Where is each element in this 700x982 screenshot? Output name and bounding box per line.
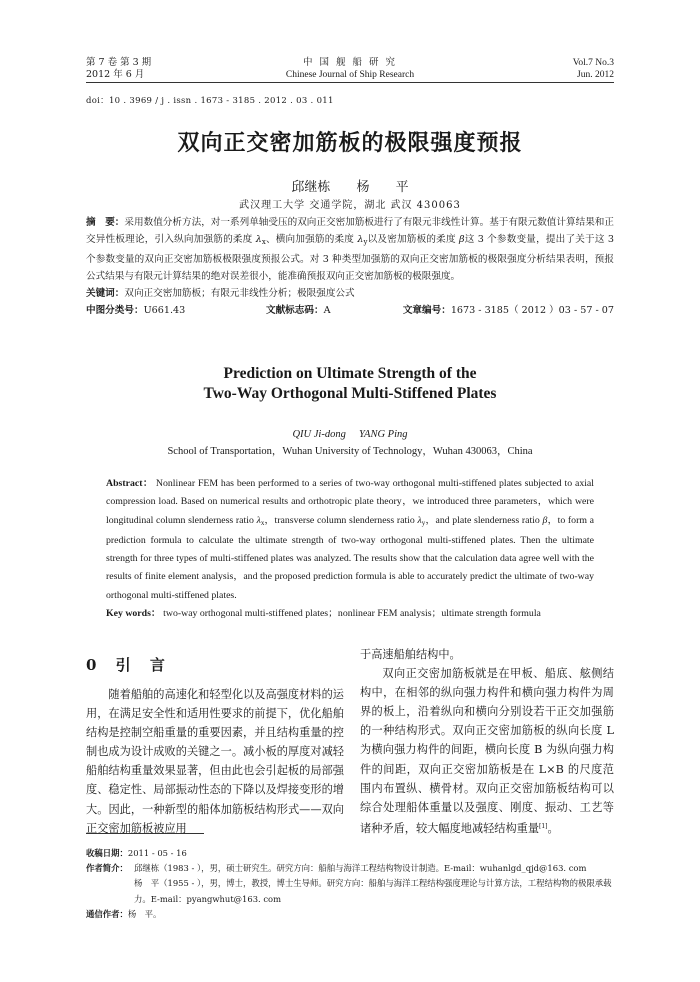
abstract-en: Abstract： Nonlinear FEM has been performed to a series of two-way orthogonal multi-stiffened plates subjected to axial compression load. Based on numerical results and orthotropic plate theory，we introduced three parameters，which were longitudinal column slenderness ratio $\lambda_x$，transverse column slenderness ratio $\lambda_y$，and plate slenderness ratio β，to form a prediction formula to calculate the ultimate strength of two-way orthogonal multi-stiffened plates. Then the ultimate strength for three types of multi-stiffened plates was analyzed. The results show that the calculation data agree well with the results of finite element analysis，and the proposed prediction formula is able to accurately predict the ultimate of two-way orthogonal multi-stiffened plates. Key words： two-way orthogonal multi-stiffened plates；nonlinear FEM analysis；ultimate strength formula [106, 475, 594, 623]
authors-en: QIU Ji-dong YANG Ping [292, 429, 408, 440]
header-vol-no: Vol.7 No.3 [572, 58, 614, 68]
classification-row: 中图分类号：U661.43 文献标志码：A 文章编号：1673 - 3185（ 2012 ）03 - 57 - 07 [86, 305, 614, 316]
abstract-zh: 摘 要：采用数值分析方法，对一系列单轴受压的双向正交密加筋板进行了有限元非线性计算。基于有限元数值计算结果和正交异性板理论，引入纵向加强筋的柔度 $\lambda_x$、横向加强筋的柔度 $\lambda_y$以及密加筋板的柔度 β这 3 个参数变量，提出了关于这 3 个参数变量的双向正交密加筋板极限强度预报公式。对 3 种类型加强筋的双向正交密加筋板的极限强度分析结果表明，预报公式结果与有限元计算结果的绝对误差很小，能准确预报双向正交密加筋板的极限强度。 关键词：双向正交密加筋板；有限元非线性分析；极限强度公式 中图分类号：U661.43 文献标志码：A 文章编号：1673 - 3185（ 2012 ）03 - 57 - 07 [86, 214, 614, 319]
header-month: Jun. 2012 [577, 70, 614, 80]
keywords-zh: 关键词：双向正交密加筋板；有限元非线性分析；极限强度公式 [86, 288, 355, 299]
body-left-column [86, 685, 344, 838]
header-date: 2012 年 6 月 [86, 69, 145, 80]
affiliation-en: School of Transportation，Wuhan University of Technology，Wuhan 430063，China [167, 446, 533, 457]
keywords-en: Key words： two-way orthogonal multi-stiffened plates；nonlinear FEM analysis；ultimate strength formula [106, 608, 541, 620]
header-rule [86, 82, 614, 83]
paragraph: 双向正交密加筋板就是在甲板、船底、舷侧结构中，在相邻的纵向强力构件和横向强力构件为周界的板上，沿着纵向和横向分别设若干正交加强筋的一种结构形式。双向正交密加筋板的纵向长度 L 为横向强力构件的间距，横向长度 B 为纵向强力构件的间距，双向正交密加筋板是在 L×B 的尺度范围内布置纵、横骨材。双向正交密加筋板结构可以综合处理船体重量以及强度、刚度、振动、工艺等诸种矛盾，较大幅度地减轻结构重量[1]。 [360, 667, 614, 835]
doi[interactable]: doi：10 . 3969 / j . issn . 1673 - 3185 . 2012 . 03 . 011 [86, 96, 334, 106]
affiliation-zh: 武汉理工大学 交通学院，湖北 武汉 430063 [239, 200, 461, 211]
corresponding-author: 通信作者：杨 平。 [86, 908, 162, 919]
footnotes [86, 846, 614, 922]
abstract-en-label: Abstract： [106, 478, 154, 489]
title-zh: 双向正交密加筋板的极限强度预报 [177, 130, 523, 156]
author-bio: 杨 平（1955 - ），男，博士，教授，博士生导师。研究方向：船舶与海洋工程结构强度理论与计算方法，工程结构物的极限承载力。E-mail：pyangwhut@163. com [134, 878, 612, 904]
authors-zh: 邱继栋 杨 平 [291, 180, 409, 195]
footnote-rule [86, 833, 204, 834]
paragraph: 于高速船舶结构中。 [360, 648, 461, 661]
title-en: Prediction on Ultimate Strength of the Two-Way Orthogonal Multi-Stiffened Plates [203, 365, 497, 402]
header-journal-en: Chinese Journal of Ship Research [285, 70, 415, 80]
header-volume: 第 7 卷 第 3 期 [86, 57, 152, 68]
paragraph: 随着船舶的高速化和轻型化以及高强度材料的运用，在满足安全性和适用性要求的前提下，优化船舶结构是控制空船重量的重要因素，并且结构重量的控制也成为设计成败的关键之一。减小板的厚度对减轻船舶结构重量效果显著，但由此也会引起板的局部强度、稳定性、局部振动性态的下降以及焊接变形的增大。因此，一种新型的船体加筋板结构形式——双向正交密加筋板被应用 [86, 688, 344, 835]
abstract-zh-label: 摘 要： [86, 217, 125, 228]
body-right-column [360, 645, 614, 838]
received-date: 收稿日期：2011 - 05 - 16 [86, 848, 187, 858]
author-bio: 作者简介： 邱继栋（1983 - ），男，硕士研究生。研究方向：船舶与海洋工程结构物设计制造。E-mail：wuhanlgd_qjd@163. com [86, 863, 587, 874]
header-journal-zh: 中 国 舰 船 研 究 [302, 57, 398, 68]
section-heading: 0 引 言 [86, 656, 165, 674]
reference-mark[interactable]: [1] [539, 822, 548, 830]
